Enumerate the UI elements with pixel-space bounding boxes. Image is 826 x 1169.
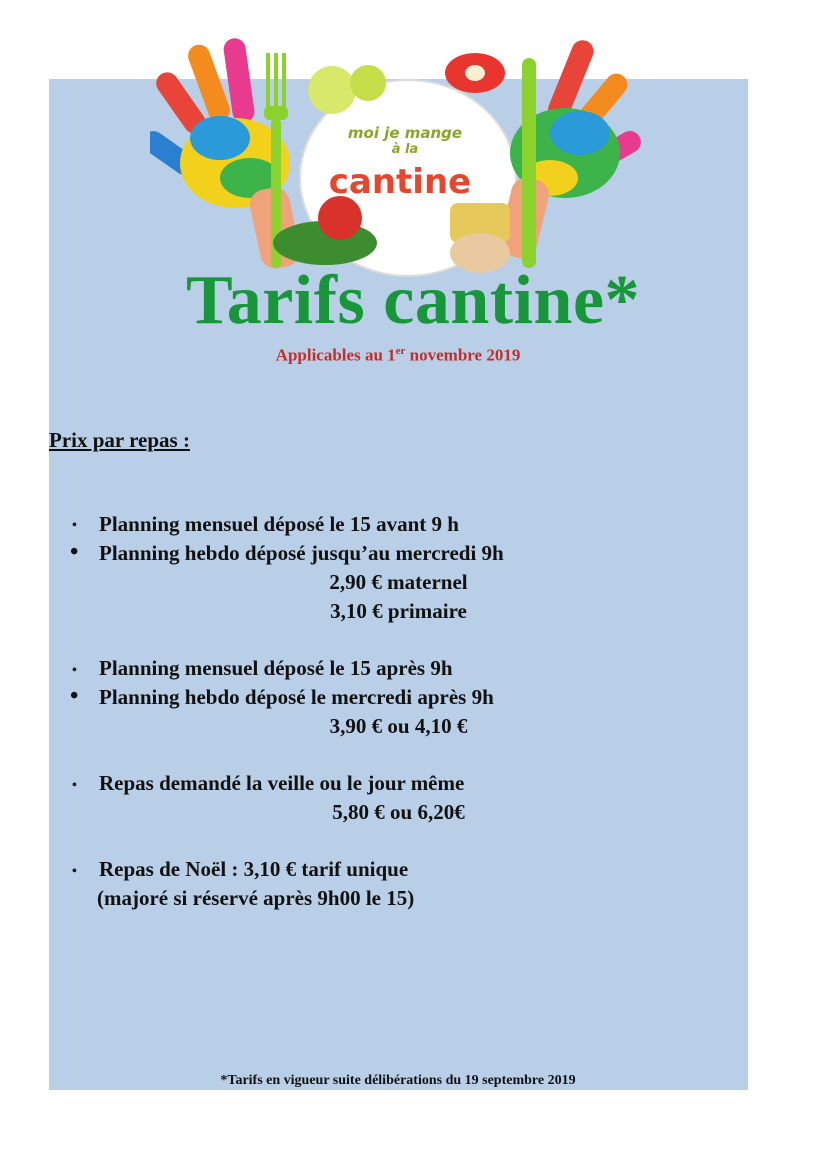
list-item: Planning hebdo déposé jusqu’au mercredi 9h [99, 541, 504, 565]
section-heading: Prix par repas : [49, 428, 190, 452]
cantine-logo [150, 28, 650, 278]
list-item: Repas demandé la veille ou le jour même [99, 771, 465, 795]
logo-line2: à la [391, 142, 419, 157]
bullet: • [72, 778, 77, 793]
list-item-note: (majoré si réservé après 9h00 le 15) [97, 886, 415, 910]
price-value: 3,90 € ou 4,10 € [329, 714, 468, 738]
bullet: • [72, 864, 77, 879]
logo-word: cantine [328, 162, 472, 202]
price-value: 3,10 € primaire [330, 599, 467, 623]
bullet: • [72, 518, 77, 533]
page-title: Tarifs cantine* [185, 262, 641, 339]
bullet: • [70, 683, 79, 709]
bullet: • [72, 663, 77, 678]
footnote: *Tarifs en vigueur suite délibérations du 19 septembre 2019 [220, 1073, 576, 1088]
price-value: 5,80 € ou 6,20€ [332, 800, 465, 824]
list-item: Planning mensuel déposé le 15 après 9h [99, 656, 453, 680]
subtitle-post: novembre 2019 [405, 345, 521, 365]
list-item: Repas de Noël : 3,10 € tarif unique [99, 857, 409, 881]
page-subtitle [0, 345, 796, 366]
list-item: Planning hebdo déposé le mercredi après 9h [99, 685, 494, 709]
list-item: Planning mensuel déposé le 15 avant 9 h [99, 512, 459, 536]
subtitle-sup: er [395, 345, 406, 357]
subtitle-pre: Applicables au 1 [275, 345, 396, 365]
logo-line1: moi je mange [347, 124, 463, 142]
bullet: • [70, 539, 79, 565]
price-value: 2,90 € maternel [329, 570, 468, 594]
